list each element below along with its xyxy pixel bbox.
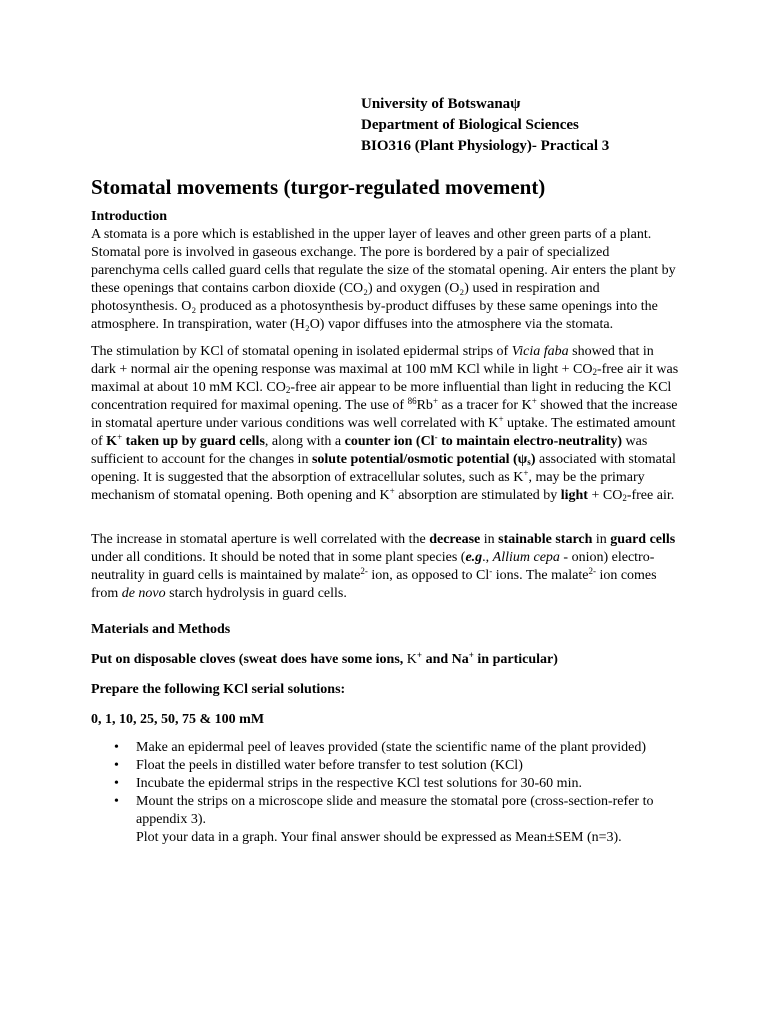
bullet-icon: •	[114, 776, 119, 791]
intro-paragraph-3: The increase in stomatal aperture is well correlated with the decrease in stainable starch in guard cells under all conditions. It should be noted that in some plant species (e.g., Allium cepa - onion) electro-neutrality in guard cells is maintained by malate$^{2-}$ ion, as opposed to Cl- ions. The malate$^{2-}$ ion comes from de novo starch hydrolysis in guard cells.	[91, 532, 676, 601]
bullet-icon: •	[114, 758, 119, 773]
list-item: • Float the peels in distilled water before transfer to test solution (KCl)	[114, 758, 523, 773]
prepare-instruction: Prepare the following KCl serial solutions:	[91, 682, 346, 697]
list-item: • Incubate the epidermal strips in the respective KCl test solutions for 30-60 min.	[114, 776, 582, 791]
list-item: • Mount the strips on a microscope slide and measure the stomatal pore (cross-section-refer to appendix 3).	[114, 794, 654, 827]
page-title: Stomatal movements (turgor-regulated movement)	[91, 175, 546, 199]
materials-heading: Materials and Methods	[91, 622, 231, 637]
gloves-instruction: Put on disposable cloves (sweat does have some ions, K+ and Na+ in particular)	[91, 650, 558, 667]
document-body	[91, 208, 681, 847]
university-name: University of Botswanaψ	[361, 96, 521, 112]
list-item: • Make an epidermal peel of leaves provided (state the scientific name of the plant provided)	[114, 740, 647, 755]
intro-paragraph-2: The stimulation by KCl of stomatal opening in isolated epidermal strips of Vicia faba showed that in dark + normal air the opening response was maximal at 100 mM KCl while in light + $CO_2$-free air it was maximal at about 10 mM KCl. $CO_2$-free air appear to be more influential than light in reducing the KCl concentration required for maximal opening. The use of $^{86}$Rb+ as a tracer for K+ showed that the increase in stomatal aperture under various conditions was well correlated with K+ uptake. The estimated amount of K+ taken up by guard cells, along with a counter ion (Cl- to maintain electro-neutrality) was sufficient to account for the changes in solute potential/osmotic potential $(\psi_s)$ associated with stomatal opening. It is suggested that the absorption of extracellular solutes, such as K+, may be the primary mechanism of stomatal opening. Both opening and K+ absorption are stimulated by light + $CO_2$-free air.	[91, 344, 679, 503]
final-note: Plot your data in a graph. Your final answer should be expressed as Mean±SEM (n=3).	[136, 830, 622, 845]
bullet-icon: •	[114, 794, 119, 809]
concentration-list: 0, 1, 10, 25, 50, 75 & 100 mM	[91, 712, 265, 727]
course-title: BIO316 (Plant Physiology)- Practical 3	[361, 138, 610, 154]
department-name: Department of Biological Sciences	[361, 117, 579, 133]
bullet-icon: •	[114, 740, 119, 755]
introduction-heading: Introduction	[91, 209, 167, 224]
method-steps-list	[91, 739, 681, 829]
document-header	[361, 94, 609, 157]
intro-paragraph-1: A stomata is a pore which is established in the upper layer of leaves and other green parts of a plant. Stomatal pore is involved in gaseous exchange. The pore is bordered by a pair of specialized parenchyma cells called guard cells that regulate the size of the stomatal opening. Air enters the plant by these openings that contains carbon dioxide (CO₂) and oxygen (O₂) used in respiration and photosynthesis. O₂ produced as a photosynthesis by-product diffuses by these same openings into the atmosphere. In transpiration, water (H₂O) vapor diffuses into the atmosphere via the stomata.	[91, 227, 676, 332]
